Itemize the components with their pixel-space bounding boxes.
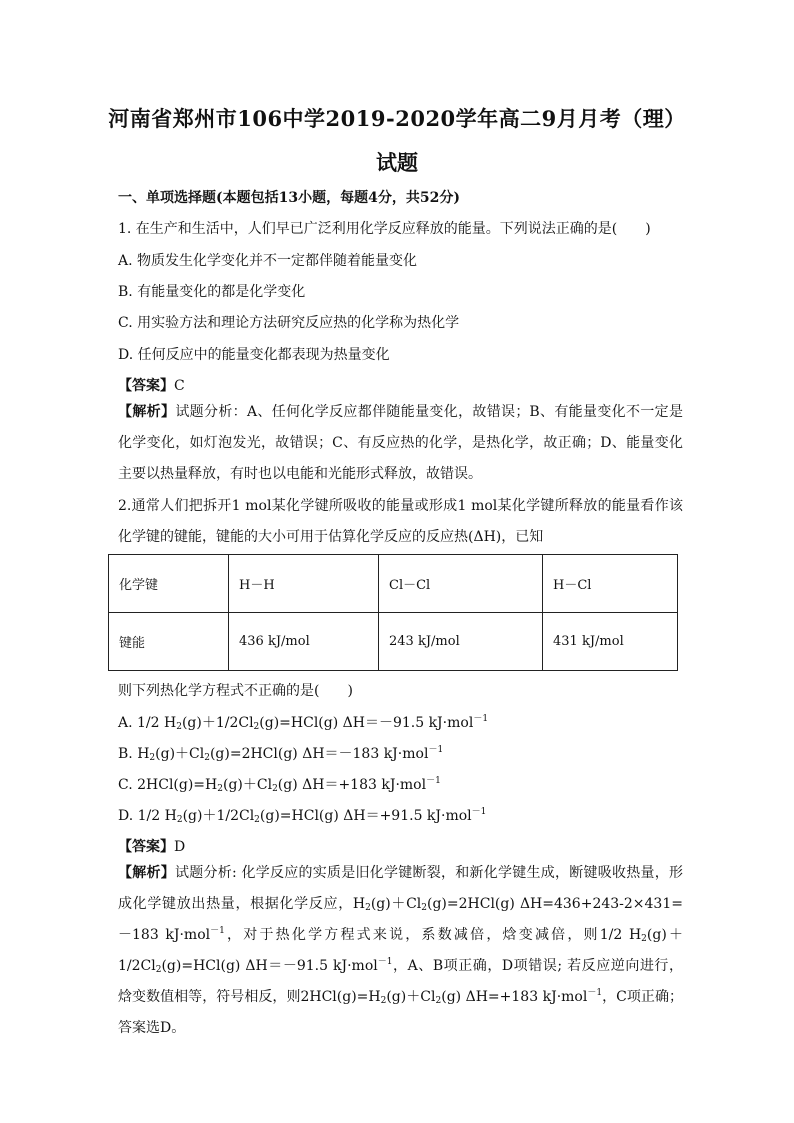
superscript: －1 [473,714,489,724]
answer-value: D [174,839,186,855]
subscript: 2 [641,934,647,944]
table-cell: H－Cl [543,555,678,613]
q1-analysis [118,397,683,490]
analysis-text: (g)＋1/2Cl [118,927,683,974]
table-cell: Cl－Cl [379,555,543,613]
q1-option-c: C. 用实验方法和理论方法研究反应热的化学称为热化学 [118,315,460,331]
superscript: －1 [587,988,603,998]
table-cell: H－H [229,555,379,613]
section-heading: 一、单项选择题(本题包括13小题，每题4分，共52分) [118,190,460,206]
subscript: 2 [272,784,278,794]
analysis-text: ，A、B项正确，D项错误; 若反应逆向进行，焓变数值相等，符号相反，则2HCl(g)=H [118,958,683,1005]
answer-label: 【答案】 [118,378,174,394]
q1-stem: 1. 在生产和生活中，人们早已广泛利用化学反应释放的能量。下列说法正确的是( ) [118,221,651,237]
equation-text: B. H [118,746,150,762]
table-cell: 化学键 [109,555,229,613]
q2-question: 则下列热化学方程式不正确的是( ) [118,683,353,699]
table-cell: 431 kJ/mol [543,613,678,671]
subscript: 2 [149,753,156,763]
q1-option-d: D. 任何反应中的能量变化都表现为热量变化 [118,347,390,363]
analysis-text: (g)＋Cl [370,896,422,912]
analysis-label: 【解析】 [118,404,176,420]
equation-text: (g)＋1/2Cl [181,715,254,731]
equation-text: A. 1/2 H [118,715,177,731]
analysis-text: (g)=2HCl(g) ΔH=436+243-2×431=－183 kJ·mol [118,896,683,943]
subscript: 2 [204,753,210,763]
superscript: －1 [426,776,441,786]
equation-text: (g)=HCl(g) ΔH＝+91.5 kJ·mol [259,808,472,824]
equation-text: (g)＋Cl [155,746,205,762]
bond-energy-table [108,554,678,671]
document-title-continued: 试题 [376,150,418,175]
subscript: 2 [217,784,223,794]
equation-text: (g)＋Cl [222,777,273,793]
document-title: 河南省郑州市106中学2019-2020学年高二9月月考（理） [108,106,686,131]
subscript: 2 [435,996,442,1006]
q2-option-b [118,743,443,763]
subscript: 2 [365,903,371,913]
q1-option-a: A. 物质发生化学变化并不一定都伴随着能量变化 [118,253,418,269]
equation-text: (g)=HCl(g) ΔH＝－91.5 kJ·mol [259,715,474,731]
table-row [109,555,678,613]
table-cell: 键能 [109,613,229,671]
superscript: －1 [428,745,444,755]
subscript: 2 [176,722,182,732]
q2-option-d [118,805,486,825]
superscript: －1 [377,957,393,967]
equation-text: (g)＋1/2Cl [182,808,255,824]
analysis-text: 试题分析：A、任何化学反应都伴随能量变化，故错误；B、有能量变化不一定是化学变化，如灯泡发光，故错误；C、有反应热的化学，是热化学，故正确；D、能量变化主要以热量释放，有时也以电能和光能形式释放，故错误。 [118,404,683,482]
q1-option-b: B. 有能量变化的都是化学变化 [118,284,306,300]
subscript: 2 [253,722,260,732]
analysis-text: (g)＋Cl [386,989,436,1005]
analysis-text: (g) ΔH=+183 kJ·mol [441,989,588,1005]
analysis-text: (g)=HCl(g) ΔH＝－91.5 kJ·mol [161,958,378,974]
equation-text: D. 1/2 H [118,808,177,824]
answer-label: 【答案】 [118,839,174,855]
subscript: 2 [380,996,387,1006]
superscript: －1 [210,926,225,936]
equation-text: (g)=2HCl(g) ΔH＝－183 kJ·mol [209,746,429,762]
subscript: 2 [421,903,427,913]
q2-option-c [118,774,441,794]
equation-text: (g) ΔH＝+183 kJ·mol [277,777,427,793]
analysis-text: ，C项正确；答案选D。 [118,989,683,1036]
analysis-text: 试题分析: 化学反应的实质是旧化学键断裂，和新化学键生成，断键吸收热量，形成化学键放出热量，根据化学反应，H [118,865,684,912]
subscript: 2 [155,965,162,975]
q2-answer [118,836,185,856]
subscript: 2 [176,815,183,825]
answer-value: C [174,378,185,394]
q1-answer [118,375,185,395]
table-cell: 243 kJ/mol [379,613,543,671]
q2-stem: 2.通常人们把拆开1 mol某化学键所吸收的能量或形成1 mol某化学键所释放的能量看作该化学键的键能，键能的大小可用于估算化学反应的反应热(ΔH)，已知 [118,498,683,545]
superscript: －1 [471,807,487,817]
analysis-text: ，对于热化学方程式来说，系数减倍，焓变减倍，则1/2 H [224,927,642,943]
equation-text: C. 2HCl(g)=H [118,777,218,793]
q2-option-a [118,712,488,732]
q2-analysis [118,858,683,1044]
table-cell: 436 kJ/mol [229,613,379,671]
table-row [109,613,678,671]
subscript: 2 [254,815,260,825]
analysis-label: 【解析】 [118,865,176,881]
